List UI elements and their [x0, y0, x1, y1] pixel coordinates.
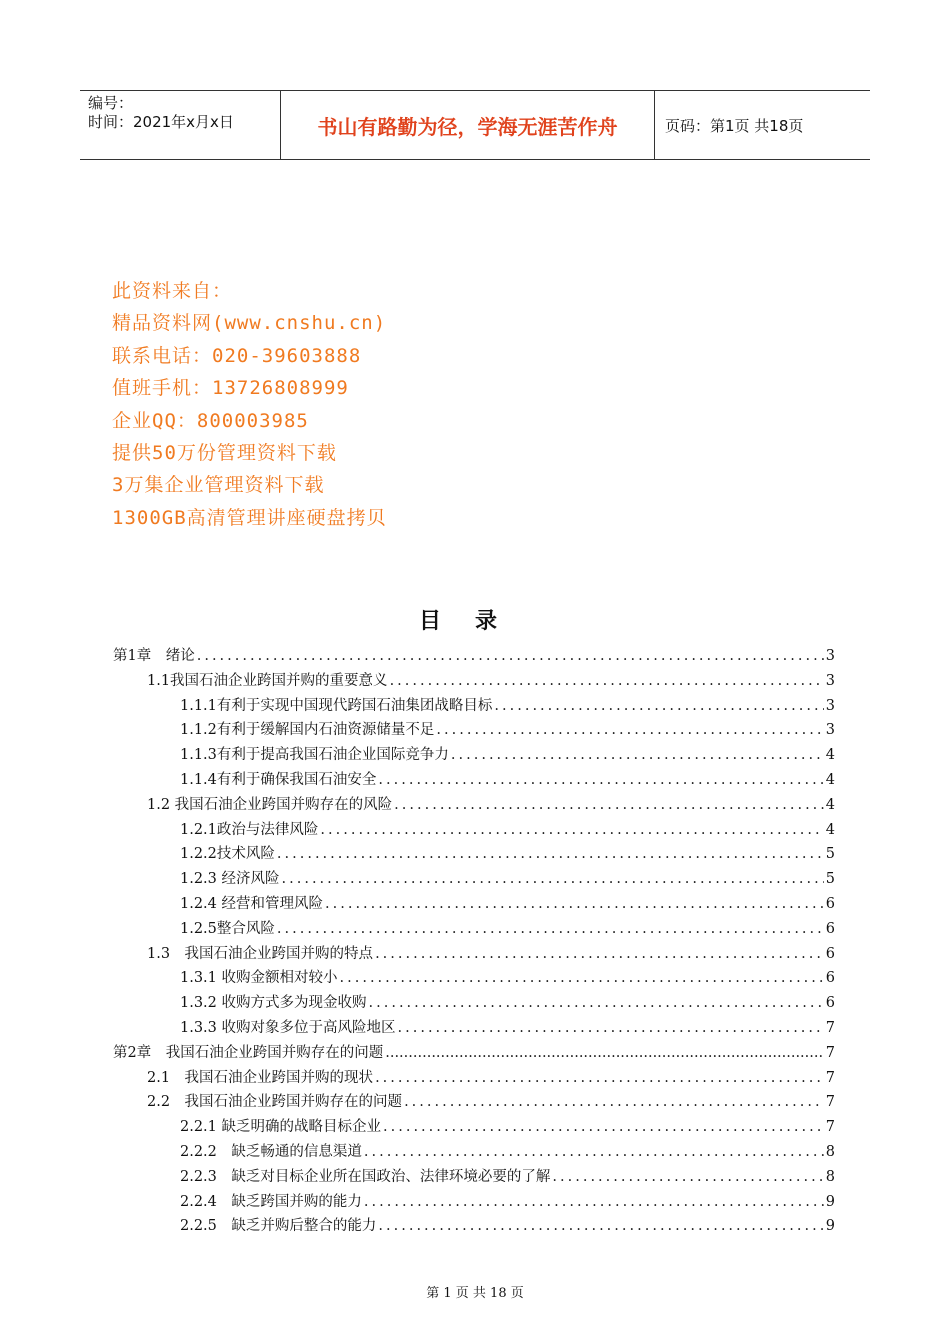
toc-entry-text: 1.3 我国石油企业跨国并购的特点 [147, 945, 374, 962]
toc-leader [277, 917, 824, 942]
promo-line: 企业QQ：800003985 [112, 409, 309, 432]
toc-leader [364, 1190, 824, 1215]
header-page-info: 页码：第1页 共18页 [665, 116, 804, 135]
toc-entry-text: 1.3.1 收购金额相对较小 [180, 970, 338, 987]
toc-entry[interactable] [180, 842, 835, 867]
toc-entry-page: 4 [825, 772, 835, 788]
promo-line: 此资料来自： [112, 280, 233, 302]
toc-leader [369, 991, 824, 1016]
toc-leader [320, 818, 823, 843]
toc-entry-text: 1.1.1有利于实现中国现代跨国石油集团战略目标 [180, 697, 493, 714]
toc-entry[interactable] [113, 644, 835, 669]
toc-entry[interactable] [180, 718, 835, 743]
toc-entry-page: 3 [825, 697, 835, 714]
promo-line: 联系电话：020-39603888 [112, 344, 362, 367]
toc-leader [398, 1016, 824, 1041]
toc-leader [375, 942, 824, 967]
toc-entry[interactable] [147, 1066, 835, 1091]
toc-leader [385, 1041, 824, 1066]
toc-entry-page: 6 [825, 970, 835, 987]
toc-entry[interactable] [180, 1214, 835, 1239]
toc-entry-text: 2.2.5 缺乏并购后整合的能力 [180, 1218, 377, 1235]
toc-entry[interactable] [180, 966, 835, 991]
promo-line: 1300GB高清管理讲座硬盘拷贝 [112, 506, 387, 529]
toc-entry[interactable] [180, 1190, 835, 1215]
toc-entry-page: 9 [825, 1218, 835, 1235]
header-meta [80, 91, 281, 159]
toc-entry-page: 3 [825, 722, 835, 739]
toc-leader [394, 793, 824, 818]
toc-entry-page: 6 [825, 995, 835, 1012]
toc-entry-text: 1.1.3有利于提高我国石油企业国际竞争力 [180, 747, 449, 764]
toc-entry-text: 1.1.2有利于缓解国内石油资源储量不足 [180, 722, 435, 739]
toc-entry-page: 7 [825, 1094, 835, 1111]
toc-entry-text: 第1章 绪论 [113, 648, 195, 664]
promo-line: 3万集企业管理资料下载 [112, 474, 325, 497]
toc-leader [282, 867, 824, 892]
toc-leader [378, 768, 823, 793]
toc-entry-text: 1.2.5整合风险 [180, 920, 275, 937]
toc-entry-page: 4 [825, 821, 835, 838]
toc-entry-text: 2.2.2 缺乏畅通的信息渠道 [180, 1144, 362, 1160]
toc-entry[interactable] [180, 1115, 835, 1140]
toc-leader [383, 1115, 824, 1140]
toc-entry-text: 1.2.1政治与法律风险 [180, 821, 319, 838]
time-label: 时间：2021年x月x日 [88, 113, 234, 131]
toc-entry-page: 6 [825, 945, 835, 962]
promo-line: 精品资料网(www.cnshu.cn) [112, 312, 387, 335]
header-motto: 书山有路勤为径，学海无涯苦作舟 [281, 91, 655, 159]
toc-entry[interactable] [180, 991, 835, 1016]
toc-entry-page: 7 [825, 1119, 835, 1136]
toc-leader [451, 743, 824, 768]
toc-entry-text: 1.2.4 经营和管理风险 [180, 896, 324, 912]
toc-entry-text: 1.2.3 经济风险 [180, 871, 280, 888]
toc-entry[interactable] [180, 892, 835, 917]
toc-entry[interactable] [180, 867, 835, 892]
toc-leader [390, 669, 824, 694]
toc-entry-page: 7 [825, 1069, 835, 1086]
promo-line: 值班手机：13726808999 [112, 377, 349, 400]
toc-entry-page: 6 [825, 896, 835, 912]
toc-entry[interactable] [147, 942, 835, 967]
toc-entry-text: 1.2.2技术风险 [180, 846, 275, 863]
toc-entry[interactable] [180, 917, 835, 942]
toc-leader [364, 1140, 824, 1165]
toc-entry[interactable] [180, 768, 835, 793]
toc-entry[interactable] [180, 1165, 835, 1190]
toc-entry[interactable] [180, 694, 835, 719]
toc-entry-page: 4 [825, 796, 835, 813]
toc-entry-text: 1.1我国石油企业跨国并购的重要意义 [147, 672, 388, 689]
toc-entry-page: 9 [825, 1193, 835, 1210]
toc-entry-text: 2.2.4 缺乏跨国并购的能力 [180, 1193, 362, 1210]
toc-entry-text: 1.2 我国石油企业跨国并购存在的风险 [147, 796, 393, 813]
toc-entry-page: 3 [825, 672, 835, 689]
toc-leader [552, 1165, 823, 1190]
toc-entry[interactable] [180, 1140, 835, 1165]
toc-leader [325, 892, 824, 917]
toc-entry-text: 1.1.4有利于确保我国石油安全 [180, 772, 377, 788]
toc-entry-page: 4 [825, 747, 835, 764]
toc-entry-text: 2.2.1 缺乏明确的战略目标企业 [180, 1119, 382, 1136]
toc-leader [404, 1090, 824, 1115]
toc-entry-page: 5 [825, 871, 835, 888]
toc-entry[interactable] [180, 818, 835, 843]
toc-title: 目录 [418, 609, 531, 634]
toc-entry-text: 2.1 我国石油企业跨国并购的现状 [147, 1069, 374, 1086]
page-footer: 第 1 页 共 18 页 [426, 1286, 524, 1301]
toc-entry-text: 第2章 我国石油企业跨国并购存在的问题 [113, 1044, 384, 1061]
toc-entry-text: 2.2 我国石油企业跨国并购存在的问题 [147, 1094, 403, 1111]
toc-entry-text: 1.3.3 收购对象多位于高风险地区 [180, 1020, 396, 1036]
toc-leader [277, 842, 824, 867]
toc-entry-page: 7 [825, 1020, 835, 1036]
toc-leader [375, 1066, 824, 1091]
toc-leader [436, 718, 823, 743]
promo-line: 提供50万份管理资料下载 [112, 441, 337, 464]
toc-entry[interactable] [113, 1041, 835, 1066]
toc-entry-page: 7 [825, 1044, 835, 1061]
toc-entry[interactable] [180, 743, 835, 768]
toc-entry-text: 2.2.3 缺乏对目标企业所在国政治、法律环境必要的了解 [180, 1168, 551, 1185]
toc-entry-page: 5 [825, 846, 835, 863]
toc-leader [494, 694, 823, 719]
toc-entry[interactable] [147, 1090, 835, 1115]
toc-entry-text: 1.3.2 收购方式多为现金收购 [180, 995, 367, 1012]
toc-entry[interactable] [147, 669, 835, 694]
toc-leader [378, 1214, 823, 1239]
toc-entry-page: 6 [825, 920, 835, 937]
toc-entry-page: 3 [825, 648, 835, 664]
toc-entry[interactable] [180, 1016, 835, 1041]
toc-entry[interactable] [147, 793, 835, 818]
toc-entry-page: 8 [825, 1144, 835, 1160]
toc-leader [340, 966, 824, 991]
page-header [80, 90, 870, 160]
toc-leader [197, 644, 824, 669]
promo-block [112, 275, 387, 534]
toc-entry-page: 8 [825, 1168, 835, 1185]
serial-label: 编号： [88, 94, 134, 112]
